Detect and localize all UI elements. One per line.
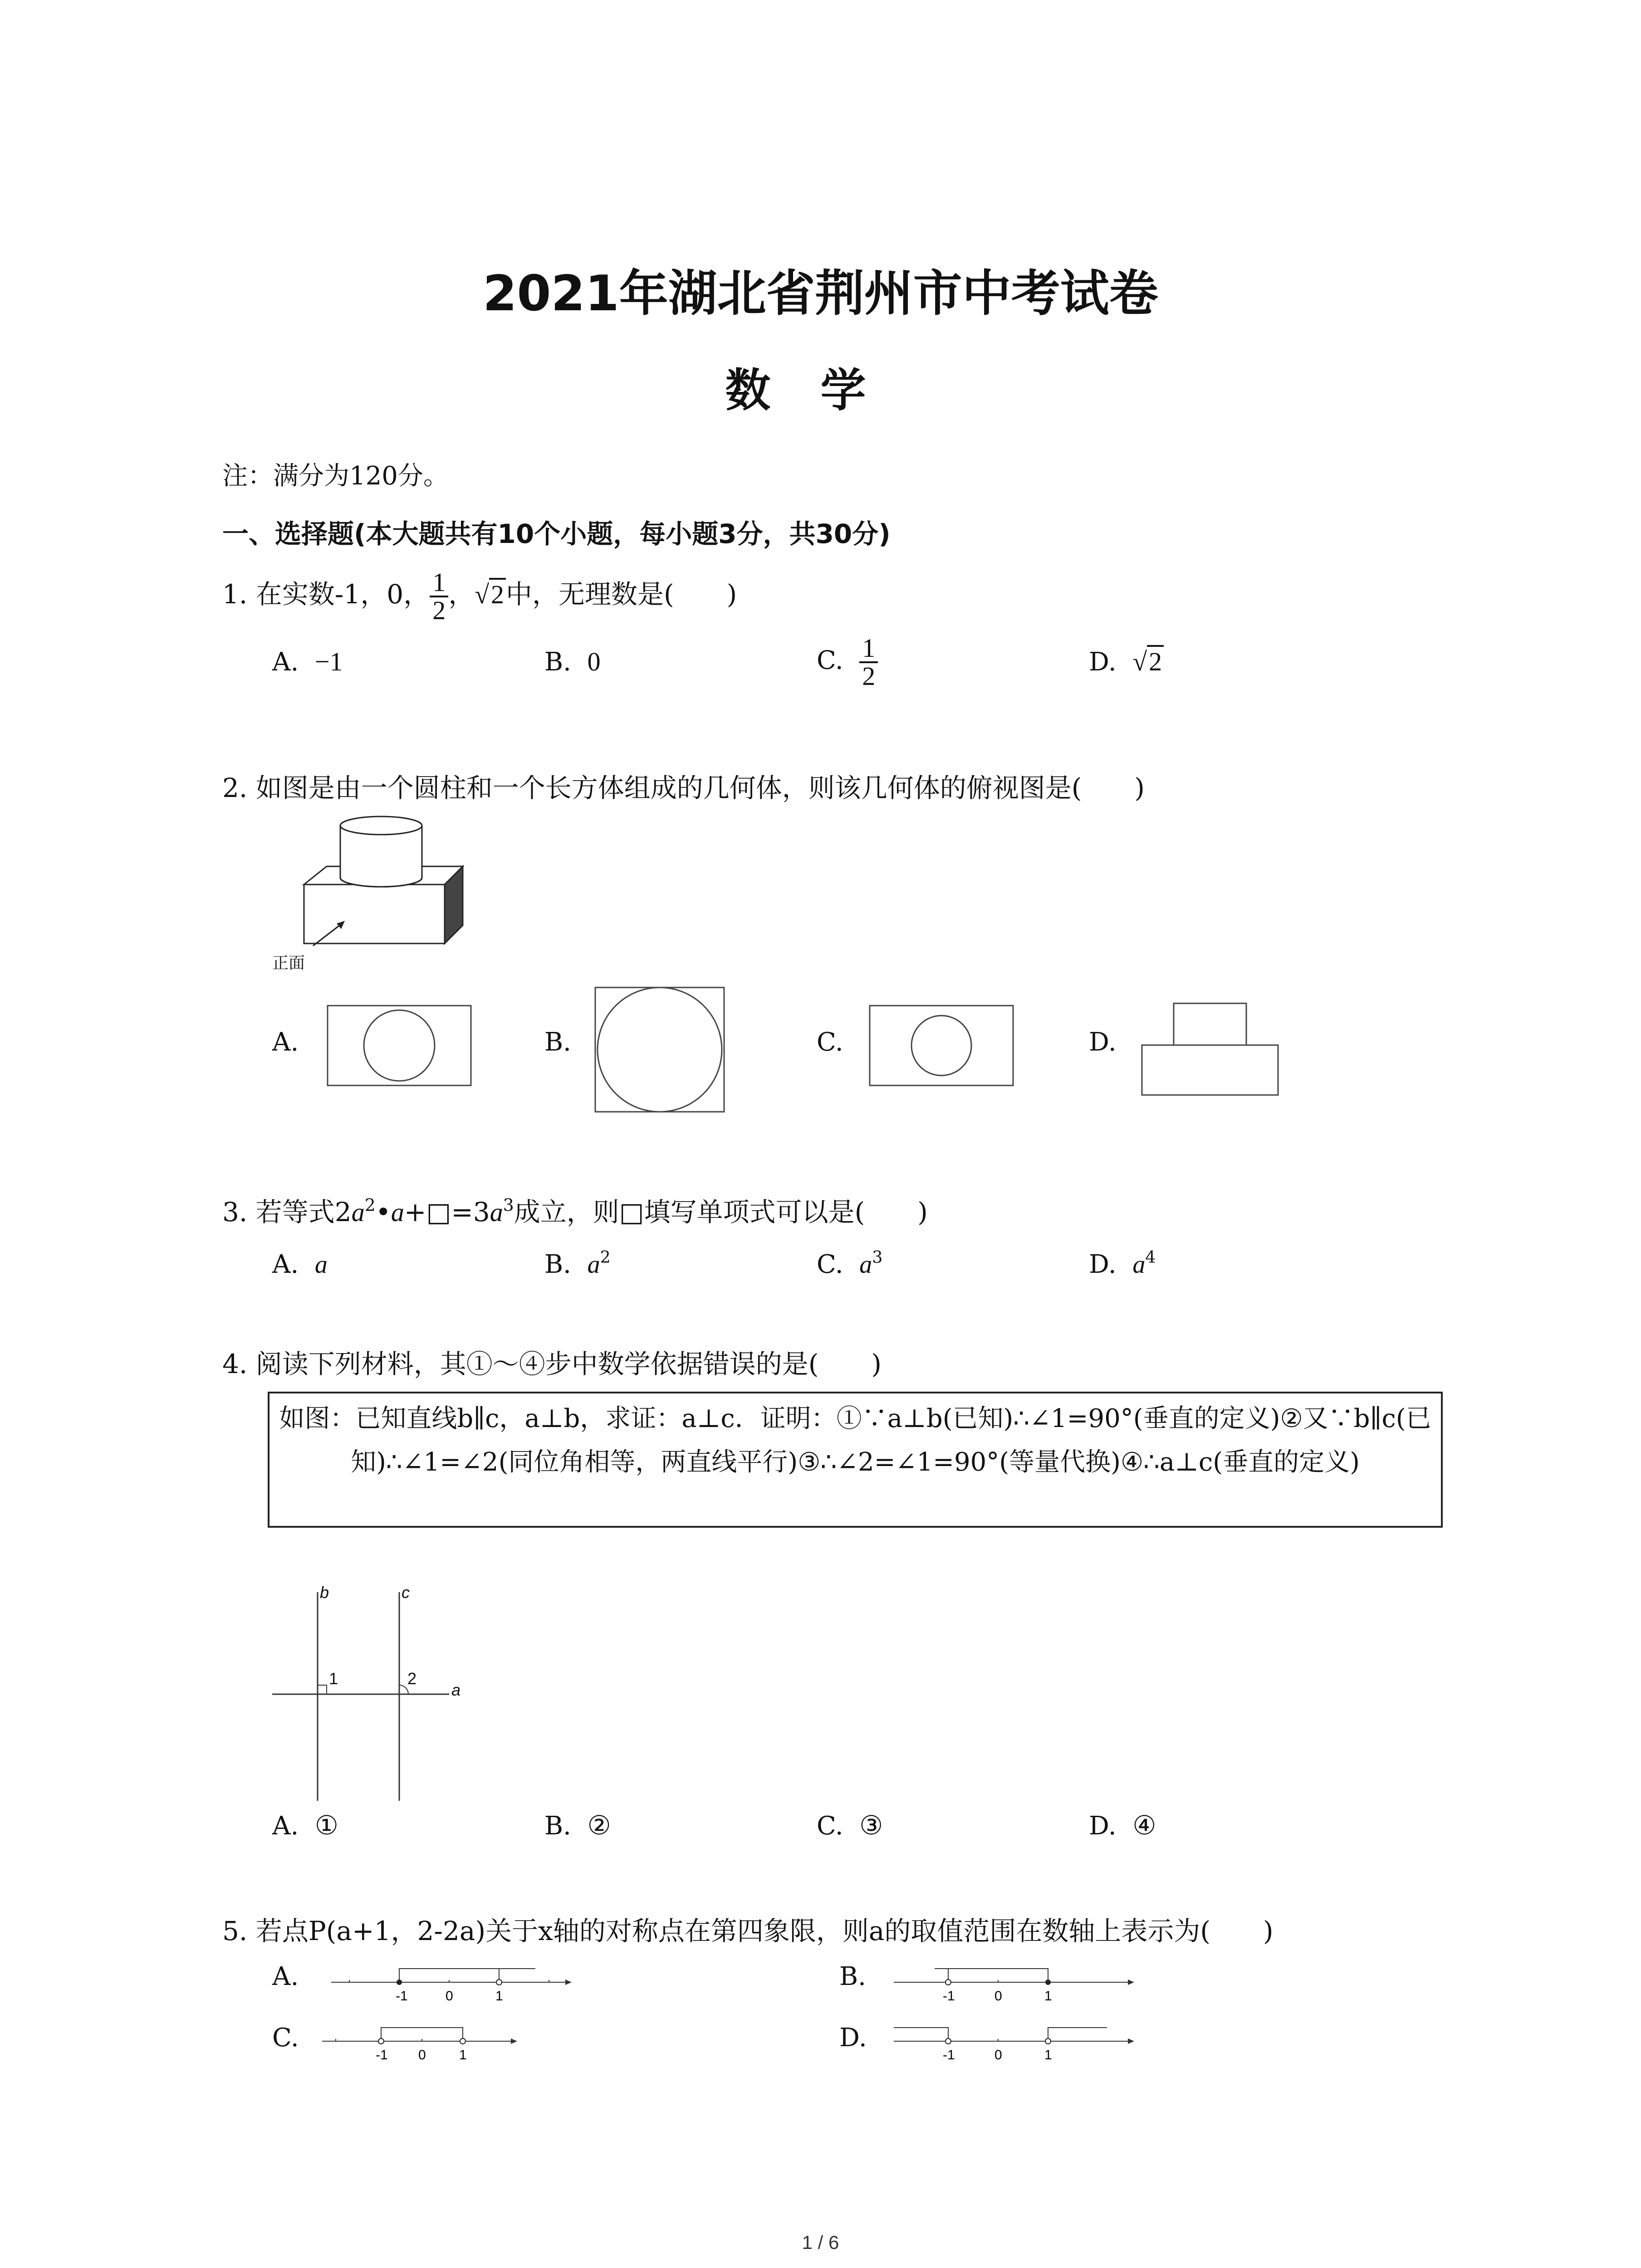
exponent: 2 (364, 1195, 376, 1215)
question-3 (222, 1191, 928, 1229)
tick-label: -1 (943, 2048, 955, 2063)
q5-option-b-numberline[interactable] (889, 1955, 1143, 2009)
q1-option-a[interactable] (272, 646, 343, 677)
q5-option-d-label[interactable]: D. (839, 2023, 867, 2053)
tick-label: -1 (943, 1989, 955, 2004)
var: a (391, 1198, 404, 1227)
q3-text: • (375, 1197, 391, 1227)
option-var: a (859, 1251, 872, 1279)
option-letter: C. (817, 645, 843, 675)
option-letter: A. (272, 1811, 299, 1841)
question-1 (222, 569, 737, 624)
q1-option-d[interactable] (1089, 646, 1164, 677)
q2-option-b-figure[interactable] (594, 987, 726, 1114)
q5-option-a-numberline[interactable] (327, 1955, 581, 2009)
q3-option-c[interactable] (817, 1247, 883, 1279)
q2-option-b-label[interactable]: B. (544, 1027, 571, 1057)
q1-prefix: 1. 在实数-1，0， (222, 579, 430, 610)
score-note: 注：满分为120分。 (222, 461, 449, 491)
option-exponent: 3 (872, 1247, 883, 1267)
page-number: 1 / 6 (802, 2232, 839, 2253)
frac-den: 2 (862, 661, 876, 691)
proof-box: 如图：已知直线b∥c，a⊥b，求证：a⊥c．证明：①∵a⊥b(已知)∴∠1=90°(垂直的定义)②又∵b∥c(已知)∴∠1=∠2(同位角相等，两直线平行)③∴∠2=∠1=90°(等量代换)④∴a⊥c(垂直的定义) (268, 1392, 1443, 1528)
q2-option-a-label[interactable]: A. (272, 1027, 299, 1057)
option-var: a (314, 1251, 328, 1279)
angle-1-label: 1 (329, 1669, 338, 1688)
option-letter: B. (544, 1250, 571, 1279)
tick-label: 0 (994, 1989, 1002, 2004)
frac-num: 1 (859, 635, 878, 663)
q1-suffix: 中，无理数是( ) (506, 579, 737, 610)
option-letter: D. (1089, 1250, 1117, 1279)
tick-label: -1 (376, 2048, 388, 2063)
q4-option-b[interactable] (544, 1810, 611, 1841)
tick-label: 0 (994, 2048, 1002, 2063)
tick-label: 1 (459, 2048, 467, 2063)
option-var: a (1132, 1251, 1146, 1279)
tick-label: 0 (446, 1989, 453, 2004)
tick-label: -1 (396, 1989, 408, 2004)
q5-option-b-label[interactable]: B. (839, 1962, 866, 1991)
q1-option-b[interactable] (544, 646, 601, 677)
option-value: 0 (587, 647, 601, 676)
tick-label: 1 (1044, 1989, 1052, 2004)
option-sqrt (1132, 645, 1164, 676)
option-exponent: 2 (600, 1247, 611, 1267)
q1-frac-num: 1 (430, 569, 448, 597)
option-letter: A. (272, 1250, 299, 1279)
q2-option-a-figure[interactable] (327, 1005, 472, 1091)
q3-option-a[interactable] (272, 1250, 328, 1279)
exponent: 3 (503, 1195, 514, 1215)
line-c-label: c (402, 1583, 410, 1602)
line-b-label: b (320, 1583, 329, 1602)
option-value: ② (587, 1811, 611, 1840)
q4-option-a[interactable] (272, 1810, 338, 1841)
sqrt-sign: √ (1132, 647, 1147, 676)
q3-option-d[interactable] (1089, 1247, 1156, 1279)
angle-2-label: 2 (407, 1669, 417, 1688)
q1-sqrt (475, 578, 506, 609)
option-letter: D. (1089, 1811, 1117, 1841)
option-value: ④ (1132, 1811, 1156, 1840)
tick-label: 0 (418, 2048, 426, 2063)
q5-option-c-numberline[interactable] (318, 2014, 526, 2068)
q4-option-c[interactable] (817, 1810, 883, 1841)
sqrt-radicand: 2 (1147, 645, 1164, 676)
q3-text: +□=3 (404, 1197, 490, 1227)
tick-label: 1 (1044, 2048, 1052, 2063)
q5-option-a-label[interactable]: A. (272, 1962, 299, 1991)
q2-option-c-label[interactable]: C. (817, 1027, 843, 1057)
var: a (490, 1198, 503, 1227)
option-letter: C. (817, 1250, 843, 1279)
option-letter: C. (817, 1811, 843, 1841)
line-a-label: a (451, 1681, 461, 1699)
question-5: 5. 若点P(a+1，2-2a)关于x轴的对称点在第四象限，则a的取值范围在数轴上表示为( ) (222, 1916, 1274, 1946)
option-var: a (587, 1251, 600, 1279)
q1-sep: ， (448, 579, 475, 610)
section-heading: 一、选择题(本大题共有10个小题，每小题3分，共30分) (222, 518, 891, 549)
sqrt-radicand: 2 (489, 578, 506, 609)
option-value: ③ (859, 1811, 883, 1840)
option-letter: A. (272, 647, 299, 677)
question-4: 4. 阅读下列材料，其①～④步中数学依据错误的是( ) (222, 1349, 882, 1379)
q3-text: 成立，则□填写单项式可以是( ) (514, 1197, 928, 1227)
q5-option-c-label[interactable]: C. (272, 2023, 299, 2053)
option-letter: B. (544, 647, 571, 677)
option-fraction (859, 635, 878, 689)
option-letter: B. (544, 1811, 571, 1841)
sqrt-sign: √ (475, 580, 490, 610)
q1-frac-den: 2 (432, 596, 446, 625)
option-letter: D. (1089, 647, 1117, 677)
q2-option-d-figure[interactable] (1141, 1002, 1282, 1102)
q2-option-d-label[interactable]: D. (1089, 1027, 1117, 1057)
option-value: −1 (314, 647, 343, 676)
tick-label: 1 (495, 1989, 503, 2004)
exam-title: 2021年湖北省荆州市中考试卷 (483, 265, 1158, 322)
question-2: 2. 如图是由一个圆柱和一个长方体组成的几何体，则该几何体的俯视图是( ) (222, 772, 1145, 803)
q2-option-c-figure[interactable] (869, 1005, 1014, 1091)
option-value: ① (314, 1811, 338, 1840)
front-label: 正面 (272, 953, 305, 972)
parallel-lines-figure (268, 1588, 476, 1805)
q3-option-b[interactable] (544, 1247, 611, 1279)
var: a (351, 1198, 365, 1227)
q3-text: 3. 若等式2 (222, 1197, 352, 1227)
option-exponent: 4 (1145, 1247, 1156, 1267)
subject-title: 数学 (725, 364, 916, 417)
q1-fraction (430, 569, 448, 624)
q1-option-c[interactable] (817, 635, 878, 689)
q4-option-d[interactable] (1089, 1810, 1156, 1841)
q5-option-d-numberline[interactable] (889, 2014, 1143, 2068)
